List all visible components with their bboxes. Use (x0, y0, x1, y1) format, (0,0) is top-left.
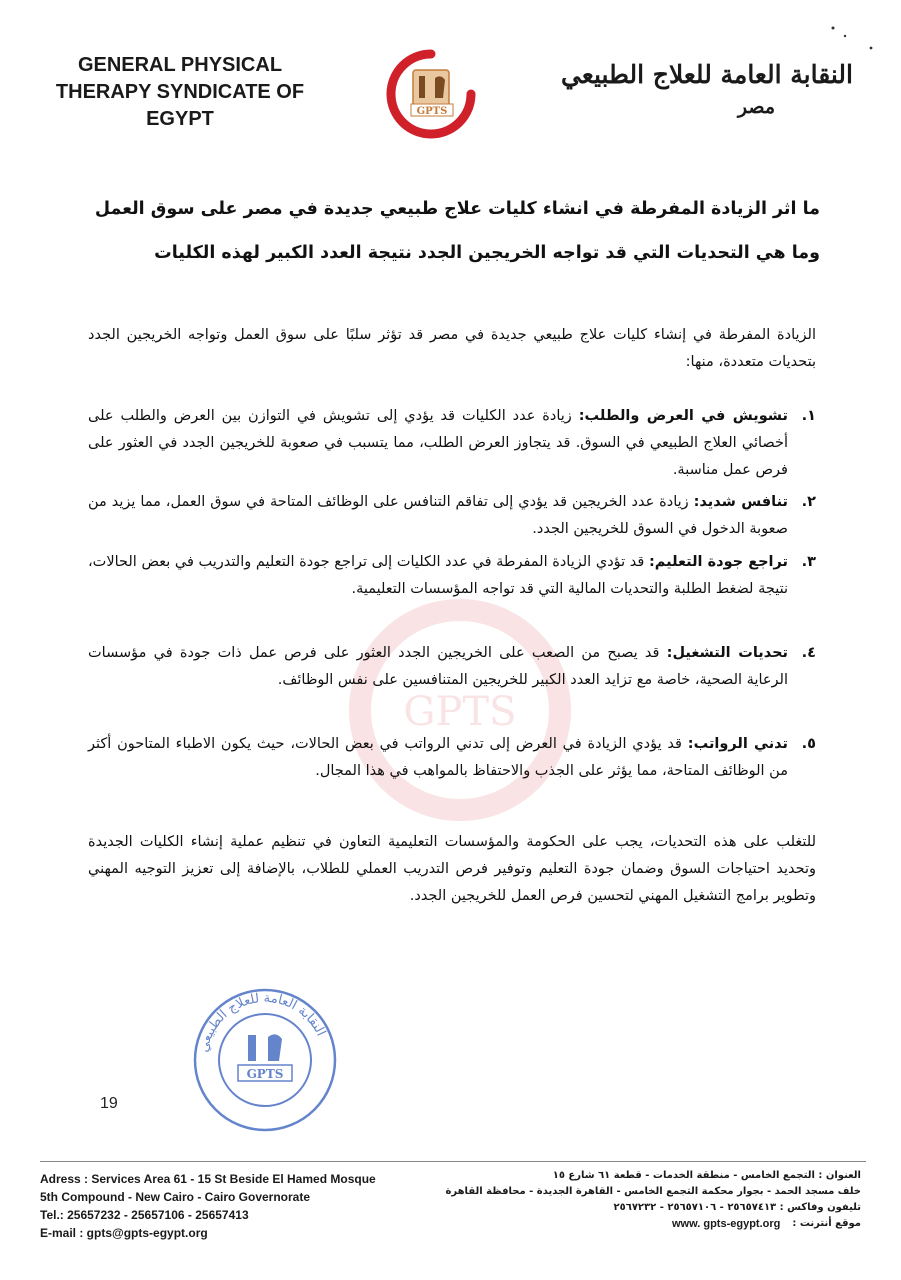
footer-divider (40, 1161, 866, 1162)
page-number: 19 (100, 1095, 118, 1112)
item-text: قد تؤدي الزيادة المفرطة في عدد الكليات إلى تراجع جودة التعليم والتدريب في بعض الحالات، نتيجة لضغط الطلبة والتحديات المالية التي قد تواجه المؤسسات التعليمية. (88, 554, 788, 597)
item-label: تشويش في العرض والطلب: (578, 408, 788, 424)
website-link[interactable]: www. gpts-egypt.org (671, 1218, 781, 1230)
list-item (88, 403, 816, 484)
footer-website-row (441, 1216, 861, 1232)
footer-address-line-1: Adress : Services Area 61 - 15 St Beside El Hamed Mosque (40, 1172, 376, 1186)
stamp-ring-text: النقابة العامة للعلاج الطبيعي (196, 990, 329, 1054)
footer-phone: Tel.: 25657232 - 25657106 - 25657413 (40, 1208, 249, 1222)
gpts-watermark (340, 590, 580, 830)
footer-arabic (441, 1168, 861, 1232)
english-title-line-1: GENERAL PHYSICAL (77, 54, 283, 76)
stamp-text: GPTS (246, 1067, 284, 1081)
gpts-logo (385, 48, 477, 140)
arabic-subtitle: مصر (737, 96, 775, 118)
item-number: ٤. (801, 645, 816, 661)
arabic-org-title (523, 58, 853, 122)
item-text: قد يؤدي الزيادة في العرض إلى تدني الرواتب في بعض الحالات، حيث يكون الاطباء المتاحون أكثر من الوظائف المتاحة، مما يؤثر على الجذب والاحتفاظ بالمواهب في هذا المجال. (88, 736, 788, 779)
item-number: ٣. (801, 554, 816, 570)
conclusion-paragraph: للتغلب على هذه التحديات، يجب على الحكومة والمؤسسات التعليمية التعاون في تنظيم عملية إنشاء الكليات الجديدة وتحديد احتياجات السوق وضمان جودة التعليم وتوفير فرص التدريب العملي للطلاب، بالإضافة إلى تعزيز التوجيه المهني وتطوير برامج التشغيل المهني لتحسين فرص العمل للخريجين الجدد. (88, 834, 816, 904)
item-number: ١. (801, 408, 816, 424)
item-text: زيادة عدد الكليات قد يؤدي إلى تشويش في التوازن بين العرض والطلب على أخصائي العلاج الطبيعي في السوق. قد يتجاوز العرض الطلب، مما يتسبب في صعوبة للخريجين الجدد في العثور على فرص عمل مناسبة. (88, 408, 788, 478)
english-title-line-3: EGYPT (146, 108, 214, 130)
footer-english (40, 1170, 460, 1242)
english-org-title (30, 52, 330, 133)
arabic-title-line: النقابة العامة للعلاج الطبيعي (561, 60, 853, 89)
svg-text:GPTS: GPTS (403, 689, 517, 735)
item-label: تحديات التشغيل: (666, 645, 788, 661)
corner-scan-marks (823, 22, 883, 72)
footer-ar-phone: تليفون وفاكس : ٢٥٦٥٧٤١٣ - ٢٥٦٥٧١٠٦ - ٢٥٦٧٢٣٢ (613, 1202, 861, 1213)
footer-ar-address-line-1: العنوان : التجمع الخامس - منطقة الخدمات - قطعة ٦١ شارع ١٥ (552, 1170, 861, 1181)
item-label: تراجع جودة التعليم: (648, 554, 788, 570)
list-item (88, 731, 816, 785)
item-text: قد يصبح من الصعب على الخريجين الجدد العثور على فرص عمل ذات جودة في مؤسسات الرعاية الصحية، خاصة مع تزايد العدد الكبير للخريجين المتنافسين على نفس الوظائف. (88, 645, 788, 688)
footer-email[interactable]: E-mail : gpts@gpts-egypt.org (40, 1226, 208, 1240)
intro-paragraph: الزيادة المفرطة في إنشاء كليات علاج طبيعي جديدة في مصر قد تؤثر سلبًا على سوق العمل وتواجه الخريجين الجدد بتحديات متعددة، منها: (88, 327, 816, 370)
website-label: موقع أنترنت : (792, 1218, 861, 1229)
logo-text: GPTS (416, 106, 448, 117)
item-text: زيادة عدد الخريجين قد يؤدي إلى تفاقم التنافس على الوظائف المتاحة في سوق العمل، مما يزيد من صعوبة الدخول في السوق للخريجين الجدد. (88, 494, 788, 537)
headline-line-2: وما هي التحديات التي قد تواجه الخريجين الجدد نتيجة العدد الكبير لهذه الكليات (154, 243, 820, 263)
english-title-line-2: THERAPY SYNDICATE OF (55, 81, 305, 103)
footer-ar-address-line-2: خلف مسجد الحمد - بجوار محكمة التجمع الخامس - القاهرة الجديدة - محافظة القاهرة (445, 1186, 861, 1197)
item-label: تدني الرواتب: (687, 736, 788, 752)
item-label: تنافس شديد: (693, 494, 788, 510)
footer-address-line-2: 5th Compound - New Cairo - Cairo Governorate (40, 1190, 311, 1204)
list-item (88, 489, 816, 543)
list-item (88, 549, 816, 603)
item-number: ٥. (801, 736, 816, 752)
item-number: ٢. (801, 494, 816, 510)
headline-line-1: ما اثر الزيادة المفرطة في انشاء كليات علاج طبيعي جديدة في مصر على سوق العمل (94, 199, 820, 219)
list-item (88, 640, 816, 694)
syndicate-stamp (190, 985, 340, 1135)
